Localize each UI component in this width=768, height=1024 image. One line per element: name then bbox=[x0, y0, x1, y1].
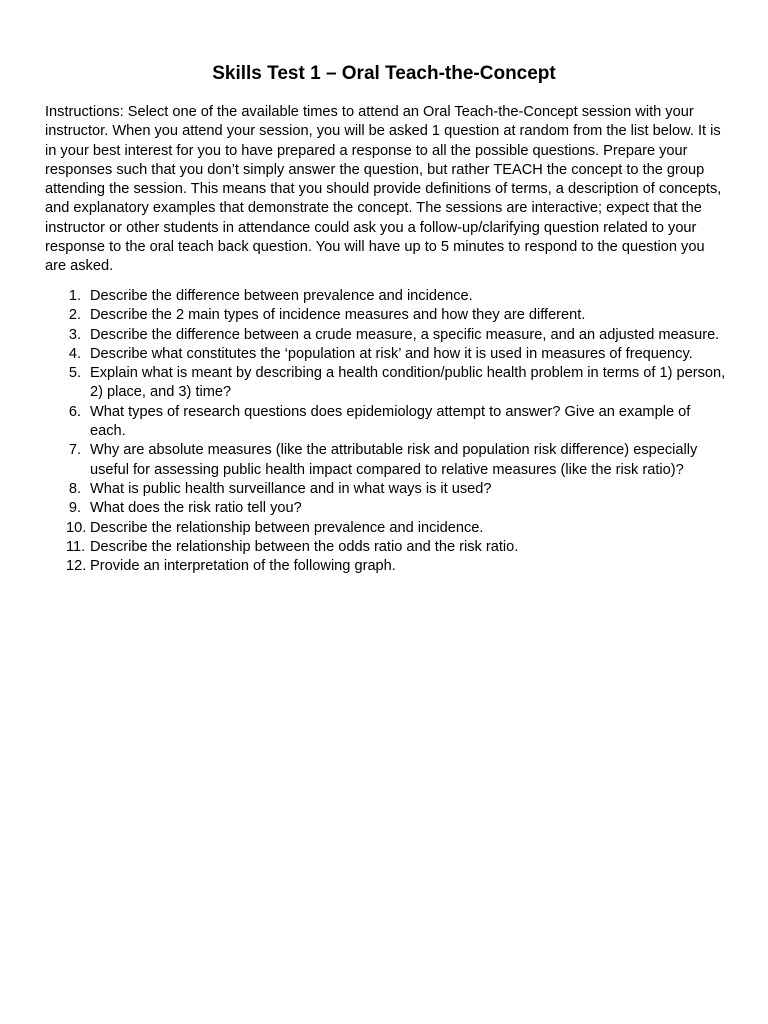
question-number: 3. bbox=[68, 326, 81, 343]
question-item bbox=[45, 441, 728, 480]
question-number: 8. bbox=[68, 480, 81, 497]
question-item bbox=[45, 499, 728, 518]
question-item bbox=[45, 306, 728, 325]
question-text: Describe the difference between prevalence and incidence. bbox=[90, 288, 473, 304]
question-number: 1. bbox=[68, 288, 81, 304]
question-text: What does the risk ratio tell you? bbox=[90, 500, 302, 517]
question-item bbox=[45, 345, 728, 364]
question-number: 6. bbox=[68, 403, 81, 420]
question-text: What types of research questions does epidemiology attempt to answer? Give an example of each. bbox=[90, 403, 691, 440]
question-item bbox=[45, 326, 728, 345]
question-list bbox=[45, 287, 728, 576]
question-text: Why are absolute measures (like the attributable risk and population risk difference) especially useful for assessing public health impact compared to relative measures (like the risk ratio)? bbox=[90, 442, 698, 478]
question-item bbox=[45, 519, 728, 538]
question-number: 2. bbox=[68, 307, 81, 324]
question-item bbox=[45, 364, 728, 403]
question-item bbox=[45, 480, 728, 499]
question-number: 10. bbox=[66, 519, 87, 536]
question-item bbox=[45, 557, 728, 576]
question-text: Describe what constitutes the ‘population at risk’ and how it is used in measures of frequency. bbox=[90, 345, 693, 362]
question-number: 12. bbox=[66, 558, 87, 575]
question-text: Describe the difference between a crude measure, a specific measure, and an adjusted measure. bbox=[90, 326, 720, 343]
question-text: Describe the relationship between prevalence and incidence. bbox=[90, 519, 484, 536]
question-number: 9. bbox=[68, 500, 81, 517]
document-title: Skills Test 1 – Oral Teach-the-Concept bbox=[212, 63, 556, 84]
question-text: Provide an interpretation of the following graph. bbox=[90, 558, 396, 575]
question-number: 7. bbox=[68, 442, 81, 459]
question-text: What is public health surveillance and in what ways is it used? bbox=[90, 480, 492, 497]
question-text: Explain what is meant by describing a health condition/public health problem in terms of 1) person, 2) place, and 3) time? bbox=[90, 365, 726, 401]
question-item bbox=[45, 287, 728, 306]
question-text: Describe the 2 main types of incidence measures and how they are different. bbox=[90, 307, 586, 324]
question-number: 4. bbox=[68, 345, 81, 362]
question-number: 11. bbox=[66, 538, 86, 555]
question-item bbox=[45, 538, 728, 557]
question-item bbox=[45, 403, 728, 442]
question-number: 5. bbox=[68, 365, 81, 382]
question-text: Describe the relationship between the odds ratio and the risk ratio. bbox=[90, 538, 519, 555]
instructions-paragraph: Instructions: Select one of the available times to attend an Oral Teach-the-Concept session with your instructor. When you attend your session, you will be asked 1 question at random from the list below. It is in your best interest for you to have prepared a response to all the possible questions. Prepare your responses such that you don’t simply answer the question, but rather TEACH the concept to the group attending the session. This means that you should provide definitions of terms, a description of concepts, and explanatory examples that demonstrate the concept. The sessions are interactive; expect that the instructor or other students in attendance could ask you a follow-up/clarifying question related to your response to the oral teach back question. You will have up to 5 minutes to respond to the question you are asked. bbox=[45, 104, 722, 275]
